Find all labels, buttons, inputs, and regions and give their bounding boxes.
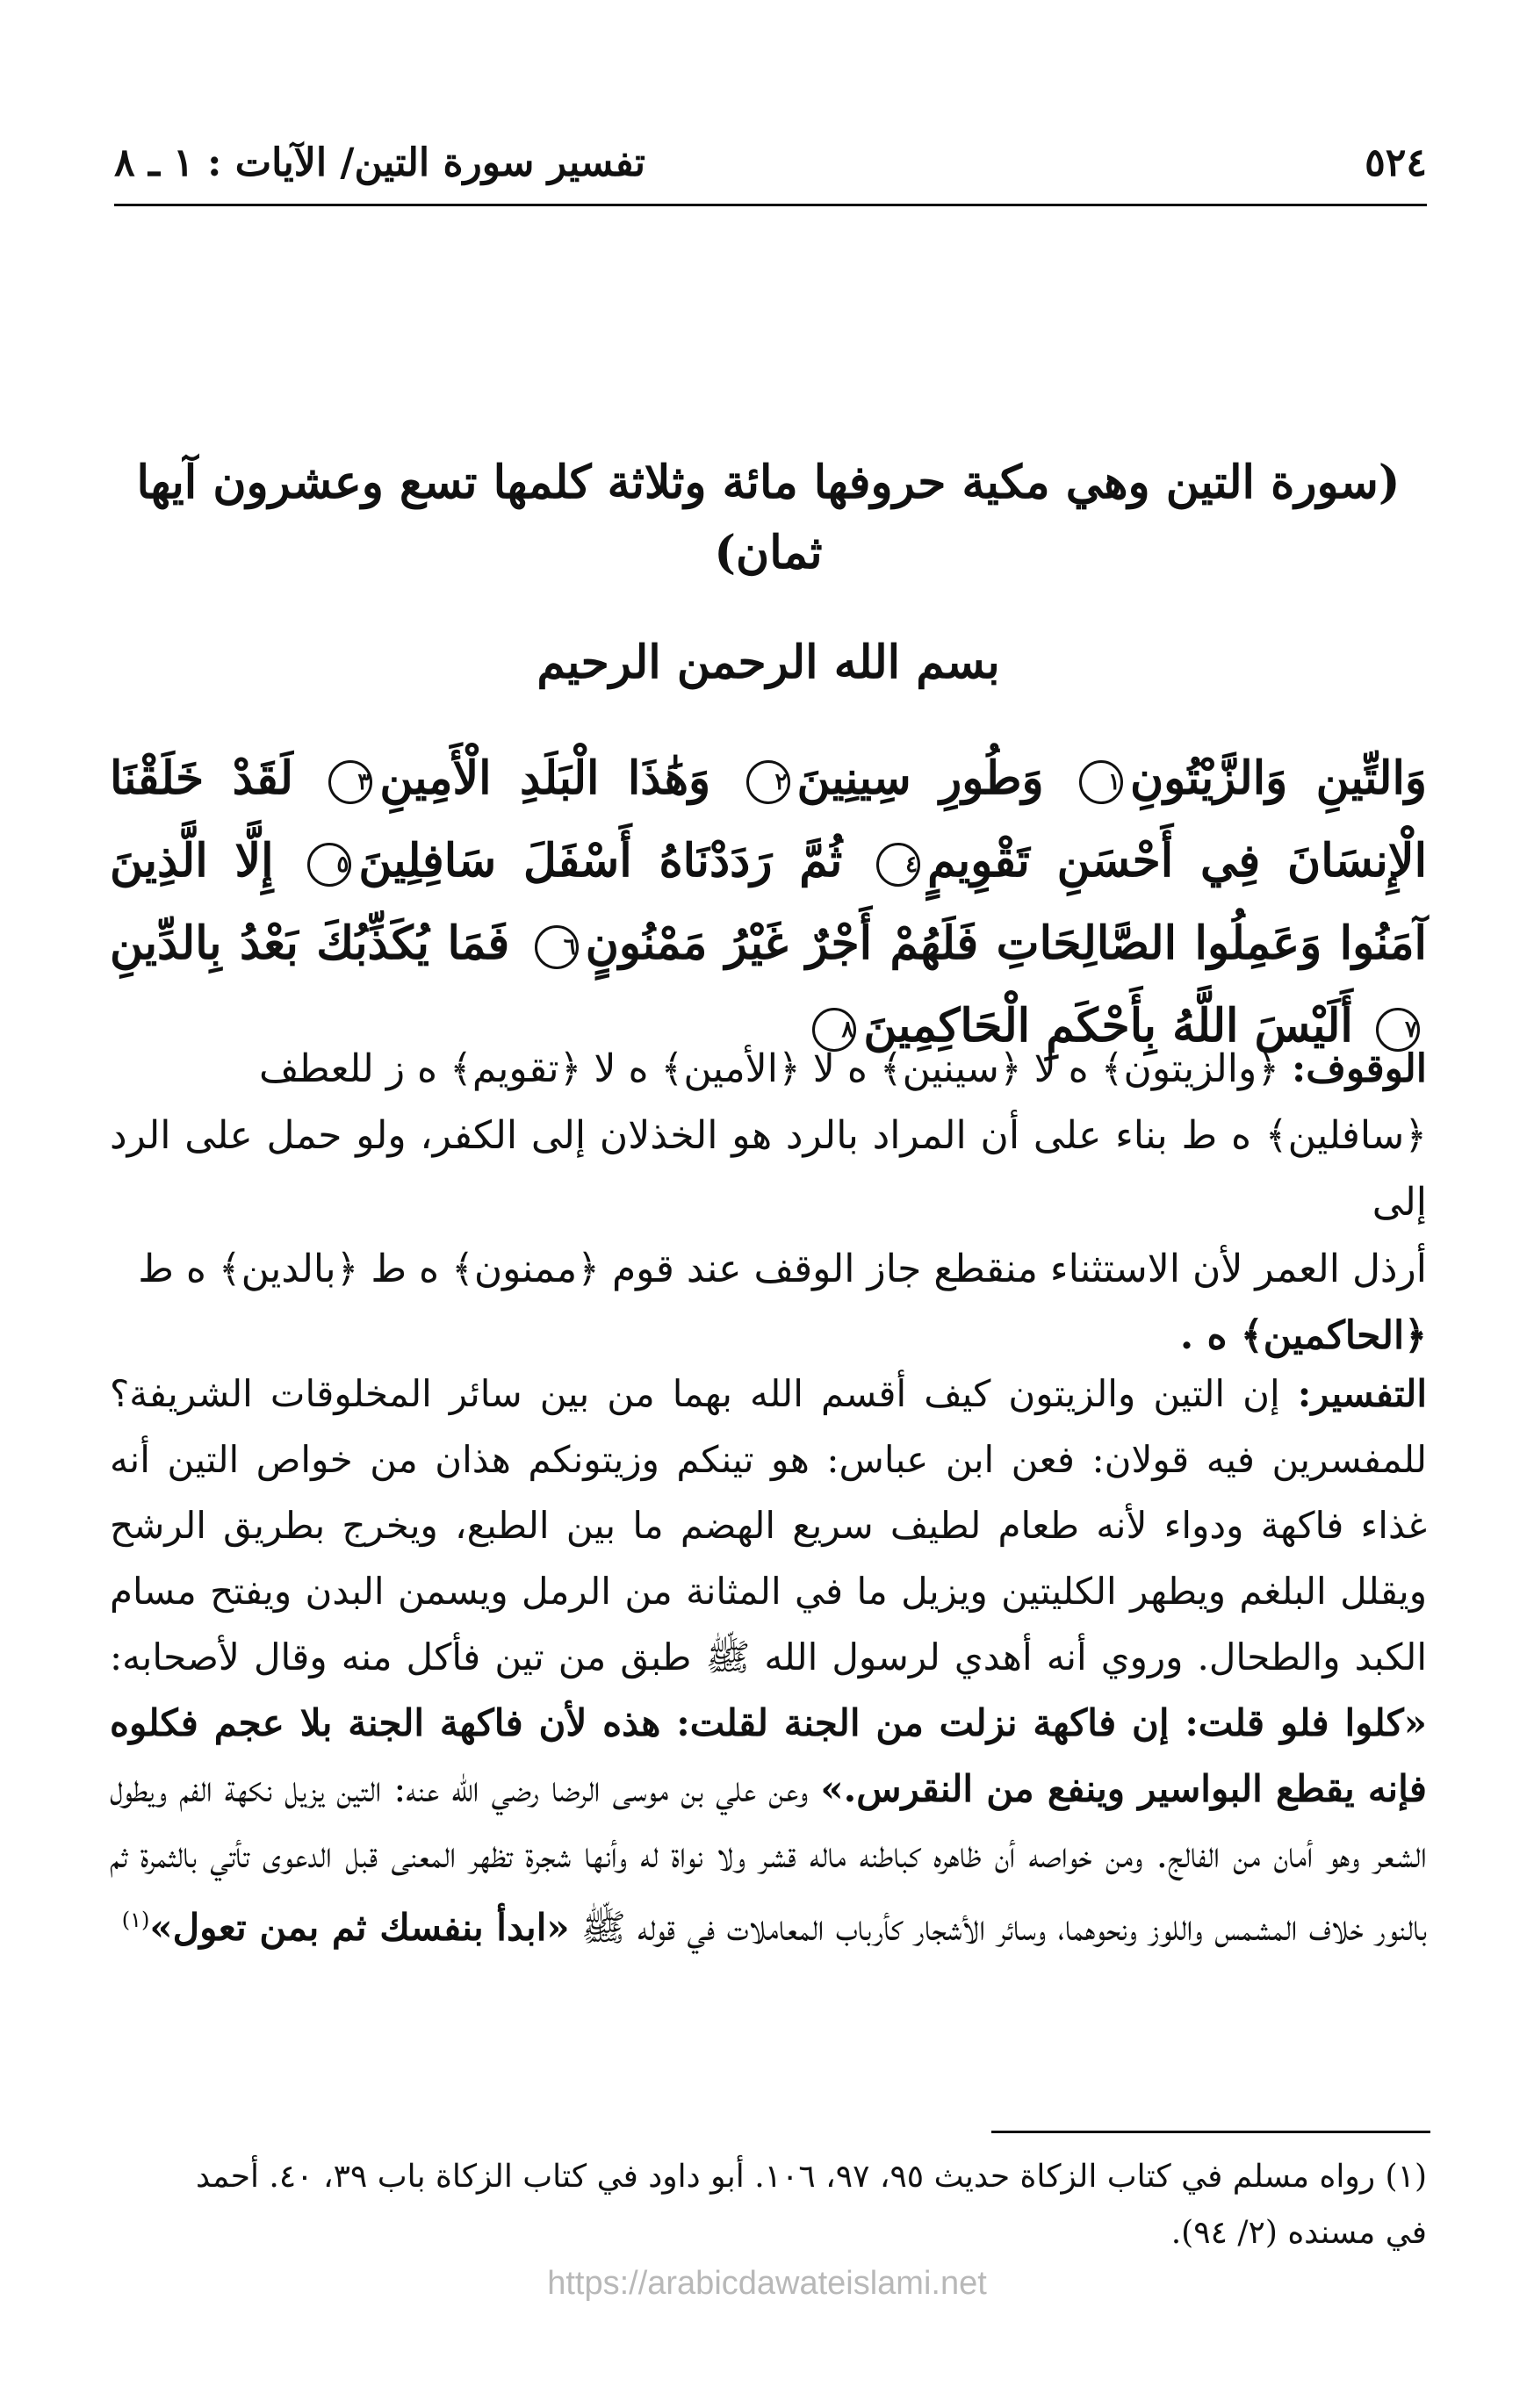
stops-line: أرذل العمر لأن الاستثناء منقطع جاز الوقف عند قوم ﴿ممنون﴾ ه ط ﴿بالدين﴾ ه ط [138,1247,1427,1291]
tafsir-label: التفسير: [1297,1372,1428,1415]
footnote-line: في مسنده (٢/ ٩٤). [1170,2215,1427,2251]
ayah-number-marker: ٢ [746,760,790,804]
verse-text: ثُمَّ رَدَدْنَاهُ أَسْفَلَ سَافِلِينَ [358,834,843,888]
ayah-number-marker: ٣ [328,760,372,804]
verse-text: أَلَيْسَ اللَّهُ بِأَحْكَمِ الْحَاكِمِينَ [863,999,1353,1053]
tafsir-paragraph: إن التين والزيتون كيف أقسم الله بهما من بين سائر المخلوقات الشريفة؟ للمفسرين فيه قولان: فعن ابن عباس: هو تينكم وزيتونكم هذان من خواص التين أنه غذاء فاكهة ودواء لأنه طعام لطيف سريع الهضم ما بين الطبع، ويخرج بطريق الرشح ويقلل البلغم ويطهر الكليتين ويزيل ما في المثانة من الرمل ويسمن البدن ويفتح مسام الكبد والطحال. وروي أنه أهدي لرسول الله ﷺ طبق من تين فأكل منه وقال لأصحابه: [110,1372,1427,1678]
hadith-quote: «كلوا فلو قلت: إن فاكهة نزلت من الجنة لقلت: هذه لأن فاكهة الجنة بلا عجم فكلوه فإنه يقطع البواسير وينفع من النقرس.» [110,1701,1427,1810]
page-header [114,140,1427,202]
verse-text: إِلَّا الَّذِينَ آمَنُوا وَعَمِلُوا الصَّالِحَاتِ فَلَهُمْ أَجْرٌ غَيْرُ مَمْنُونٍ [110,834,1427,970]
page-number: ٥٢٤ [1365,140,1427,185]
verse-text: فَمَا يُكَذِّبُكَ بَعْدُ بِالدِّينِ [110,916,510,970]
basmala: بسم الله الرحمن الرحيم [537,636,1000,689]
stops-line: ﴿والزيتون﴾ ه لا ﴿سينين﴾ ه لا ﴿الأمين﴾ ه لا ﴿تقويم﴾ ه ز للعطف [259,1046,1280,1091]
running-title: تفسير سورة التين/ الآيات : ١ ـ ٨ [114,140,645,185]
ayah-number-marker: ٥ [307,843,351,887]
stops-section [110,1036,1427,1369]
ayah-number-marker: ٧ [1376,1008,1420,1052]
ayah-number-marker: ٨ [812,1008,856,1052]
watermark-url: https://arabicdawateislami.net [547,2265,987,2302]
verse-text: لَقَدْ خَلَقْنَا الْإِنسَانَ فِي أَحْسَنِ تَقْوِيمٍ [110,751,1428,888]
surah-intro: (سورة التين وهي مكية حروفها مائة وثلاثة كلمها تسع وعشرون آيها ثمان) [136,456,1401,579]
header-rule [114,204,1427,206]
hadith-quote: «ابدأ بنفسك ثم بمن تعول» [149,1906,570,1949]
stops-line: ﴿الحاكمين﴾ ه . [1179,1313,1427,1358]
stops-line: ﴿سافلين﴾ ه ط بناء على أن المراد بالرد هو الخذلان إلى الكفر، ولو حمل على الرد إلى [110,1113,1427,1225]
ayah-number-marker: ٤ [876,843,920,887]
ayah-number-marker: ١ [1079,760,1123,804]
stops-label: الوقوف: [1292,1046,1427,1091]
verse-text: وَالتِّينِ وَالزَّيْتُونِ [1129,751,1427,805]
tafsir-paragraph: وعن علي بن موسى الرضا رضي الله عنه: التين يزيل نكهة الفم ويطول الشعر وهو أمان من الفالج. ومن خواصه أن ظاهره كباطنه ماله قشر ولا نواة له وأنها شجرة تظهر المعنى قبل الدعوى تأتي بالثمرة ثم بالنور خلاف المشمس واللوز ونحوهما، وسائر الأشجار كأرباب المعاملات في قوله ﷺ [110,1767,1427,1949]
tafsir-section [110,1361,1427,1960]
verse-text: وَطُورِ سِينِينَ [796,751,1044,805]
ayah-number-marker: ٦ [535,925,579,969]
footnote-reference: (١) [121,1908,150,1932]
footnote [110,2149,1427,2261]
footnote-rule [991,2131,1430,2133]
footnote-line: (١) رواه مسلم في كتاب الزكاة حديث ٩٥، ٩٧، ١٠٦. أبو داود في كتاب الزكاة باب ٣٩، ٤٠. أحمد [196,2159,1427,2195]
verse-text: وَهَٰذَا الْبَلَدِ الْأَمِينِ [379,751,711,805]
quran-verses [110,737,1427,1067]
